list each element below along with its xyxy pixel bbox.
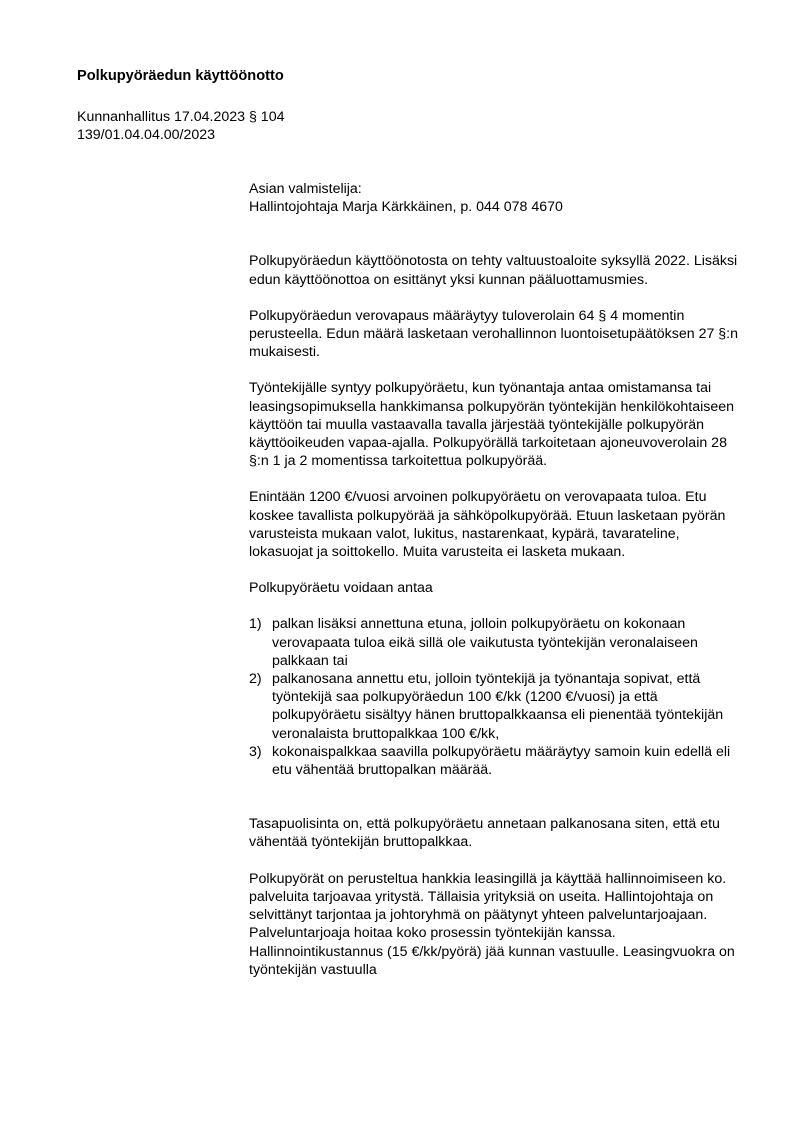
list-item-text: palkan lisäksi annettuna etuna, jolloin polkupyöräetu on kokonaan verovapaata tuloa eikä sillä ole vaikutusta työntekijän veronalaiseen palkkaan tai (272, 616, 698, 669)
list-item-number: 3) (249, 743, 262, 760)
paragraph-tax-exemption: Polkupyöräedun verovapaus määräytyy tuloverolain 64 § 4 momentin perusteella. Edun määrä lasketaan verohallinnon luontoisetupäätöksen 27 §:n mukaisesti. (249, 307, 739, 361)
paragraph-benefit-definition: Työntekijälle syntyy polkupyöräetu, kun työnantaja antaa omistamansa tai leasingsopimuksella hankkimansa polkupyörän työntekijän henkilökohtaiseen käyttöön tai muulla vastaavalla tavalla järjestää työntekijälle polkupyörän käyttöoikeuden vapaa-ajalla. Polkupyörällä tarkoitetaan ajoneuvoverolain 28 §:n 1 ja 2 momentissa tarkoitettua polkupyörää. (249, 380, 735, 470)
paragraph-initiative: Polkupyöräedun käyttöönotosta on tehty valtuustoaloite syksyllä 2022. Lisäksi edun käyttöönottoa on esittänyt yksi kunnan pääluottamusmies. (249, 253, 738, 288)
preparer-name: Hallintojohtaja Marja Kärkkäinen, p. 044 078 4670 (249, 199, 563, 216)
case-number: 139/01.04.04.00/2023 (77, 127, 216, 143)
document-title: Polkupyöräedun käyttöönotto (77, 68, 284, 84)
list-item-text: kokonaispalkkaa saavilla polkupyöräetu määräytyy samoin kuin edellä eli etu vähentää bruttopalkan määrää. (272, 743, 731, 779)
paragraph-list-intro: Polkupyöräetu voidaan antaa (249, 580, 433, 597)
list-item-number: 2) (249, 671, 262, 688)
list-item (249, 743, 739, 779)
list-item-number: 1) (249, 616, 262, 633)
list-item-text: palkanosana annettu etu, jolloin työntekijä ja työnantaja sopivat, että työntekijä saa polkupyöräedun 100 €/kk (1200 €/vuosi) ja että polkupyöräetu sisältyy hänen bruttopalkkaansa eli pienentää työntekijän veronalaista bruttopalkkaa 100 €/kk, (272, 671, 724, 742)
meeting-meta (77, 108, 284, 144)
paragraph-benefit-limit: Enintään 1200 €/vuosi arvoinen polkupyöräetu on verovapaata tuloa. Etu koskee tavallista polkupyörää ja sähköpolkupyörää. Etuun lasketaan pyörän varusteista mukaan valot, lukitus, nastarenkaat, kypärä, tavarateline, lokasuojat ja soittokello. Muita varusteita ei lasketa mukaan. (249, 489, 726, 561)
paragraph-fairness: Tasapuolisinta on, että polkupyöräetu annetaan palkanosana siten, että etu vähentää työntekijän bruttopalkkaa. (249, 816, 720, 851)
list-item (249, 615, 739, 670)
meeting-info: Kunnanhallitus 17.04.2023 § 104 (77, 109, 285, 125)
benefit-options-list (249, 615, 739, 779)
list-item (249, 670, 739, 743)
document-body (249, 180, 739, 979)
preparer-label: Asian valmistelija: (249, 181, 362, 197)
paragraph-leasing: Polkupyörät on perusteltua hankkia leasingillä ja käyttää hallinnoimiseen ko. palveluita tarjoavaa yritystä. Tällaisia yrityksiä on useita. Hallintojohtaja on selvittänyt tarjontaa ja johtoryhmä on päätynyt yhteen palveluntarjoajaan. Palveluntarjoaja hoitaa koko prosessin työntekijän kanssa. Hallinnointikustannus (15 €/kk/pyörä) jää kunnan vastuulle. Leasingvuokra on työntekijän vastuulla (249, 870, 735, 978)
